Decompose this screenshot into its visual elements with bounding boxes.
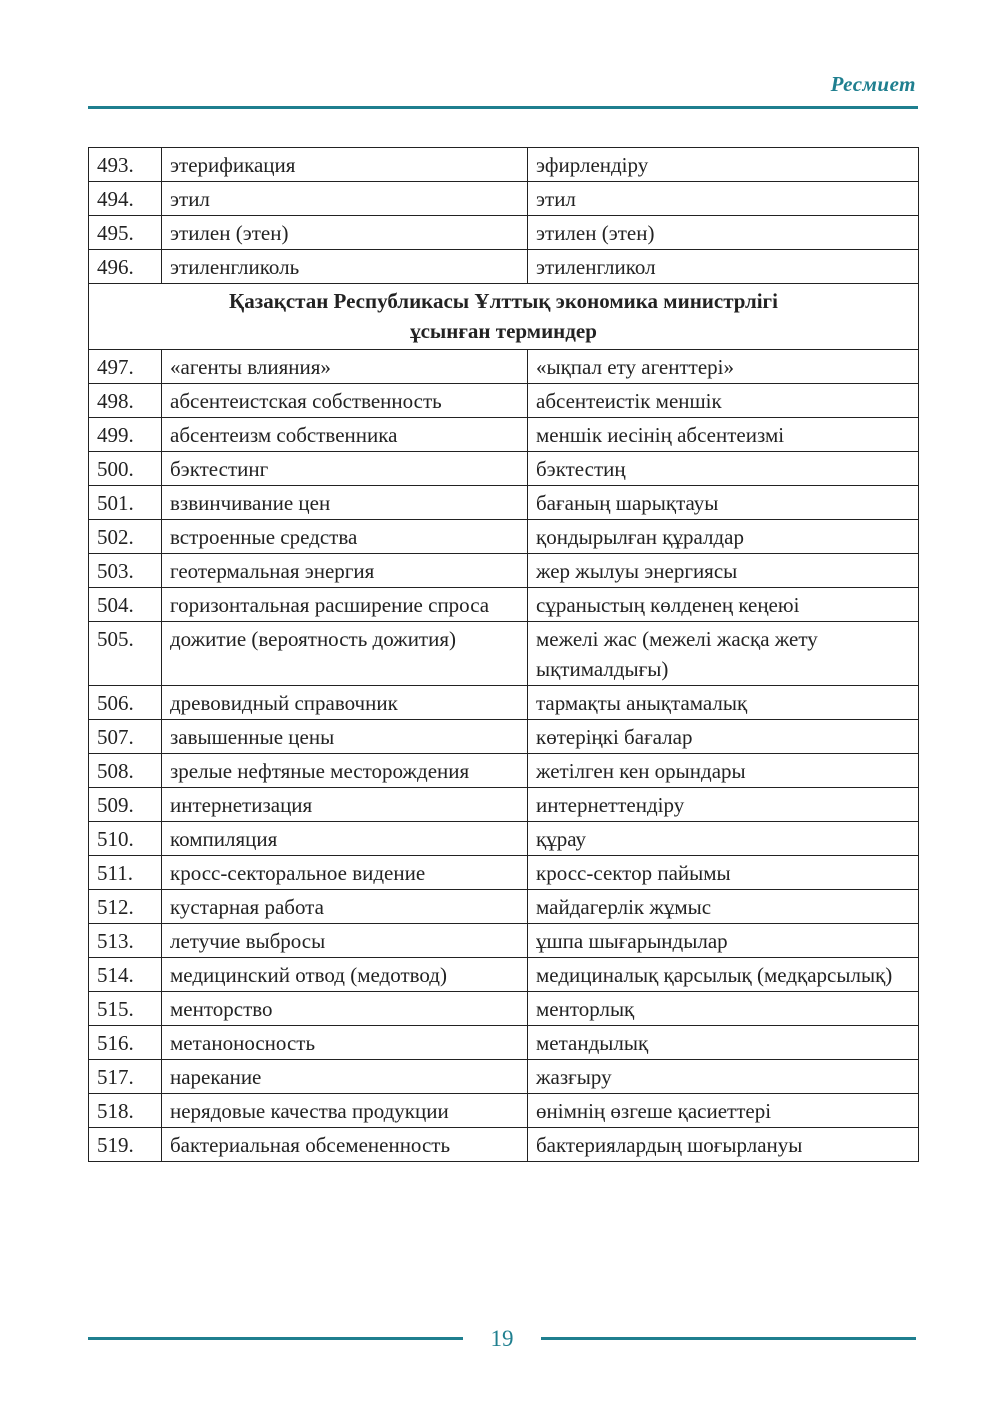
kazakh-term-cell: бағаның шарықтауы	[528, 486, 919, 520]
table-row	[89, 686, 919, 720]
table-row	[89, 856, 919, 890]
russian-term-cell: компиляция	[162, 822, 528, 856]
russian-term-cell: кросс-секторальное видение	[162, 856, 528, 890]
page-number: 19	[490, 1326, 514, 1351]
footer-divider-left	[88, 1337, 463, 1340]
term-number-cell: 505.	[89, 622, 162, 686]
kazakh-term-cell: жетілген кен орындары	[528, 754, 919, 788]
table-row	[89, 384, 919, 418]
russian-term-cell: встроенные средства	[162, 520, 528, 554]
term-number-cell: 519.	[89, 1128, 162, 1162]
kazakh-term-cell: менторлық	[528, 992, 919, 1026]
term-number-cell: 510.	[89, 822, 162, 856]
table-row	[89, 148, 919, 182]
russian-term-cell: нерядовые качества продукции	[162, 1094, 528, 1128]
table-row	[89, 554, 919, 588]
kazakh-term-cell: ұшпа шығарындылар	[528, 924, 919, 958]
kazakh-term-cell: этилен (этен)	[528, 216, 919, 250]
russian-term-cell: медицинский отвод (медотвод)	[162, 958, 528, 992]
kazakh-term-cell: бэктестиң	[528, 452, 919, 486]
table-row	[89, 486, 919, 520]
russian-term-cell: этерификация	[162, 148, 528, 182]
russian-term-cell: геотермальная энергия	[162, 554, 528, 588]
term-number-cell: 518.	[89, 1094, 162, 1128]
russian-term-cell: этиленгликоль	[162, 250, 528, 284]
section-title-line-1: Қазақстан Республикасы Ұлттық экономика министрлігі	[229, 289, 778, 313]
term-number-cell: 511.	[89, 856, 162, 890]
russian-term-cell: взвинчивание цен	[162, 486, 528, 520]
term-number-cell: 509.	[89, 788, 162, 822]
term-number-cell: 517.	[89, 1060, 162, 1094]
term-number-cell: 515.	[89, 992, 162, 1026]
table-row	[89, 520, 919, 554]
term-number-cell: 493.	[89, 148, 162, 182]
kazakh-term-cell: «ықпал ету агенттері»	[528, 350, 919, 384]
table-row	[89, 1026, 919, 1060]
russian-term-cell: нарекание	[162, 1060, 528, 1094]
term-number-cell: 497.	[89, 350, 162, 384]
table-row	[89, 958, 919, 992]
table-row	[89, 216, 919, 250]
term-number-cell: 504.	[89, 588, 162, 622]
kazakh-term-cell: құрау	[528, 822, 919, 856]
russian-term-cell: кустарная работа	[162, 890, 528, 924]
kazakh-term-cell: этиленгликол	[528, 250, 919, 284]
kazakh-term-cell: этил	[528, 182, 919, 216]
table-row	[89, 754, 919, 788]
kazakh-term-cell: кросс-сектор пайымы	[528, 856, 919, 890]
section-title-line-2: ұсынған терминдер	[410, 319, 597, 343]
table-row	[89, 350, 919, 384]
kazakh-term-cell: метандылық	[528, 1026, 919, 1060]
table-row	[89, 822, 919, 856]
table-row	[89, 1128, 919, 1162]
term-number-cell: 503.	[89, 554, 162, 588]
russian-term-cell: зрелые нефтяные месторождения	[162, 754, 528, 788]
table-row	[89, 250, 919, 284]
russian-term-cell: древовидный справочник	[162, 686, 528, 720]
russian-term-cell: этил	[162, 182, 528, 216]
table-row	[89, 588, 919, 622]
kazakh-term-cell: тармақты анықтамалық	[528, 686, 919, 720]
russian-term-cell: менторство	[162, 992, 528, 1026]
footer-divider-right	[541, 1337, 916, 1340]
kazakh-term-cell: меншік иесінің абсентеизмі	[528, 418, 919, 452]
table-row	[89, 720, 919, 754]
russian-term-cell: дожитие (вероятность дожития)	[162, 622, 528, 686]
term-number-cell: 516.	[89, 1026, 162, 1060]
header-divider	[88, 106, 918, 109]
term-number-cell: 512.	[89, 890, 162, 924]
kazakh-term-cell: эфирлендіру	[528, 148, 919, 182]
term-number-cell: 494.	[89, 182, 162, 216]
kazakh-term-cell: жер жылуы энергиясы	[528, 554, 919, 588]
table-row	[89, 788, 919, 822]
term-number-cell: 495.	[89, 216, 162, 250]
russian-term-cell: «агенты влияния»	[162, 350, 528, 384]
kazakh-term-cell: көтеріңкі бағалар	[528, 720, 919, 754]
russian-term-cell: завышенные цены	[162, 720, 528, 754]
kazakh-term-cell: абсентеистік меншік	[528, 384, 919, 418]
section-header-body	[89, 284, 919, 350]
kazakh-term-cell: бактериялардың шоғырлануы	[528, 1128, 919, 1162]
table-row	[89, 452, 919, 486]
terms-table-body-top	[89, 148, 919, 284]
russian-term-cell: метаноносность	[162, 1026, 528, 1060]
term-number-cell: 513.	[89, 924, 162, 958]
russian-term-cell: этилен (этен)	[162, 216, 528, 250]
running-header-title: Ресмиет	[830, 72, 916, 96]
kazakh-term-cell: майдагерлік жұмыс	[528, 890, 919, 924]
term-number-cell: 507.	[89, 720, 162, 754]
term-number-cell: 499.	[89, 418, 162, 452]
russian-term-cell: летучие выбросы	[162, 924, 528, 958]
table-row	[89, 890, 919, 924]
term-number-cell: 496.	[89, 250, 162, 284]
table-row	[89, 1060, 919, 1094]
kazakh-term-cell: өнімнің өзгеше қасиеттері	[528, 1094, 919, 1128]
term-number-cell: 506.	[89, 686, 162, 720]
table-row	[89, 418, 919, 452]
term-number-cell: 501.	[89, 486, 162, 520]
russian-term-cell: абсентеистская собственность	[162, 384, 528, 418]
section-header-row	[89, 284, 919, 350]
term-number-cell: 514.	[89, 958, 162, 992]
terms-table-body-bottom	[89, 350, 919, 1162]
term-number-cell: 498.	[89, 384, 162, 418]
kazakh-term-cell: межелі жас (межелі жасқа жету ықтималдығы)	[528, 622, 919, 686]
kazakh-term-cell: интернеттендіру	[528, 788, 919, 822]
term-number-cell: 500.	[89, 452, 162, 486]
terms-table	[88, 147, 919, 1162]
term-number-cell: 502.	[89, 520, 162, 554]
table-row	[89, 622, 919, 686]
russian-term-cell: горизонтальная расширение спроса	[162, 588, 528, 622]
kazakh-term-cell: қондырылған құралдар	[528, 520, 919, 554]
table-row	[89, 182, 919, 216]
kazakh-term-cell: медициналық қарсылық (медқарсылық)	[528, 958, 919, 992]
russian-term-cell: абсентеизм собственника	[162, 418, 528, 452]
russian-term-cell: бактериальная обсемененность	[162, 1128, 528, 1162]
table-row	[89, 924, 919, 958]
russian-term-cell: интернетизация	[162, 788, 528, 822]
term-number-cell: 508.	[89, 754, 162, 788]
kazakh-term-cell: жазғыру	[528, 1060, 919, 1094]
table-row	[89, 1094, 919, 1128]
russian-term-cell: бэктестинг	[162, 452, 528, 486]
kazakh-term-cell: сұраныстың көлденең кеңеюі	[528, 588, 919, 622]
section-header-cell	[89, 284, 919, 350]
table-row	[89, 992, 919, 1026]
